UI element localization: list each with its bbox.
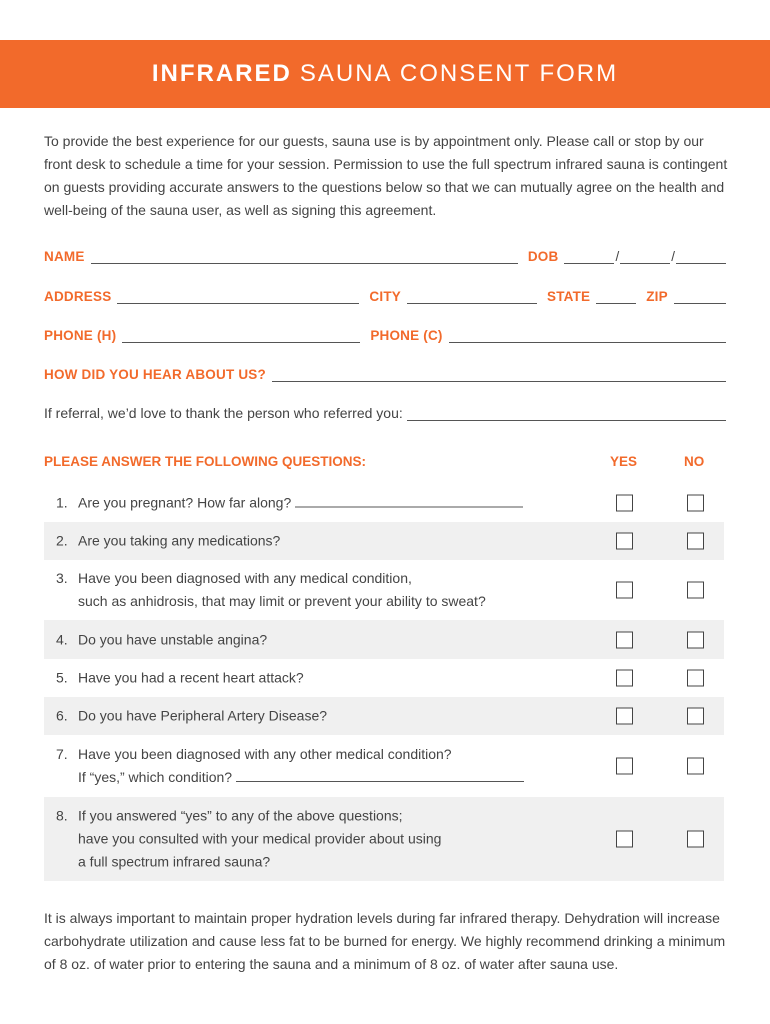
question-row [44, 697, 724, 735]
phone-cell-field[interactable] [449, 328, 726, 343]
no-checkbox[interactable] [687, 831, 704, 848]
condition-answer-field[interactable] [236, 767, 524, 782]
question-line: Are you pregnant? How far along? [78, 494, 292, 511]
yes-checkbox[interactable] [616, 708, 633, 725]
question-line: If you answered “yes” to any of the above questions; [78, 807, 403, 824]
dob-year-field[interactable] [676, 249, 726, 264]
phone-row [44, 323, 726, 343]
hear-about-label: HOW DID YOU HEAR ABOUT US? [44, 367, 266, 382]
question-number: 3. [56, 570, 68, 586]
no-checkbox[interactable] [687, 582, 704, 599]
question-text [56, 705, 327, 728]
no-checkbox[interactable] [687, 495, 704, 512]
question-text [56, 667, 304, 690]
intro-paragraph: To provide the best experience for our guests, sauna use is by appointment only. Please call or stop by our front desk to schedule a time for your session. Permission to use the full spectrum infrared sauna is contingent on guests providing accurate answers to the questions below so that we can mutually agree on the health and well-being of the sauna user, as well as signing this agreement. [44, 133, 728, 218]
question-number: 8. [56, 807, 68, 824]
question-row [44, 659, 724, 697]
question-line: Do you have Peripheral Artery Disease? [78, 707, 328, 724]
dob-month-field[interactable] [564, 249, 614, 264]
question-line: have you consulted with your medical provider about using [78, 830, 442, 847]
question-text [56, 805, 441, 874]
question-line: such as anhidrosis, that may limit or prevent your ability to sweat? [78, 593, 486, 609]
phone-home-label: PHONE (H) [44, 328, 117, 343]
dob-day-field[interactable] [620, 249, 670, 264]
question-text [56, 567, 486, 613]
yes-checkbox[interactable] [616, 670, 633, 687]
yes-column-label: YES [610, 454, 638, 469]
hear-about-field[interactable] [272, 367, 726, 382]
referral-field[interactable] [407, 406, 726, 421]
yes-checkbox[interactable] [616, 533, 633, 550]
address-row [44, 284, 726, 304]
form-title-banner [0, 40, 770, 108]
question-line: Have you had a recent heart attack? [78, 669, 304, 686]
no-checkbox[interactable] [687, 631, 704, 648]
question-line: Are you taking any medications? [78, 532, 281, 549]
phone-home-field[interactable] [122, 328, 360, 343]
question-number: 5. [56, 669, 68, 686]
dob-label: DOB [527, 249, 559, 264]
name-field[interactable] [91, 249, 518, 264]
state-label: STATE [546, 289, 591, 304]
title-bold: INFRARED [151, 60, 292, 87]
phone-cell-label: PHONE (C) [370, 328, 443, 343]
name-dob-row [44, 244, 726, 264]
no-checkbox[interactable] [687, 670, 704, 687]
question-number: 1. [56, 494, 68, 511]
question-row [44, 560, 724, 620]
no-checkbox[interactable] [687, 708, 704, 725]
question-line: Have you been diagnosed with any medical condition, [78, 570, 412, 586]
question-line: Have you been diagnosed with any other medical condition? [78, 746, 452, 762]
yes-checkbox[interactable] [616, 582, 633, 599]
no-checkbox[interactable] [687, 533, 704, 550]
question-line: If “yes,” which condition? [78, 769, 233, 785]
question-text [56, 530, 280, 553]
address-label: ADDRESS [44, 289, 112, 304]
referral-label: If referral, we’d love to thank the person who referred you: [44, 405, 403, 421]
pregnancy-answer-field[interactable] [295, 493, 523, 508]
question-row [44, 522, 724, 560]
zip-field[interactable] [674, 289, 726, 304]
question-line: a full spectrum infrared sauna? [78, 853, 271, 870]
question-line: Do you have unstable angina? [78, 631, 268, 647]
question-text [56, 492, 523, 515]
questions-header [44, 454, 726, 474]
question-row [44, 620, 724, 659]
yes-checkbox[interactable] [616, 831, 633, 848]
referral-row [44, 401, 726, 421]
question-number: 7. [56, 746, 68, 762]
name-label: NAME [44, 249, 85, 264]
question-row [44, 484, 724, 522]
dob-separator: / [615, 249, 620, 264]
address-field[interactable] [117, 289, 359, 304]
questions-title: PLEASE ANSWER THE FOLLOWING QUESTIONS: [44, 454, 367, 469]
question-number: 6. [56, 707, 68, 724]
zip-label: ZIP [646, 289, 668, 304]
yes-checkbox[interactable] [616, 495, 633, 512]
yes-checkbox[interactable] [616, 758, 633, 775]
question-row [44, 797, 724, 881]
city-label: CITY [369, 289, 401, 304]
question-row [44, 735, 724, 797]
title-rest: SAUNA CONSENT FORM [299, 60, 619, 87]
hydration-note: It is always important to maintain proper hydration levels during far infrared therapy. Dehydration will increase carbohydrate utilization and cause less fat to be burned for energy. We highly recommend drinking a minimum of 8 oz. of water prior to entering the sauna and a minimum of 8 oz. of water after sauna use. [44, 910, 726, 972]
yes-checkbox[interactable] [616, 631, 633, 648]
question-text [56, 743, 524, 789]
question-number: 4. [56, 631, 68, 647]
dob-separator: / [671, 249, 675, 264]
no-column-label: NO [684, 454, 705, 469]
hear-about-row [44, 362, 726, 382]
question-text [56, 628, 267, 651]
no-checkbox[interactable] [687, 758, 704, 775]
state-field[interactable] [596, 289, 636, 304]
question-number: 2. [56, 532, 68, 549]
city-field[interactable] [407, 289, 537, 304]
